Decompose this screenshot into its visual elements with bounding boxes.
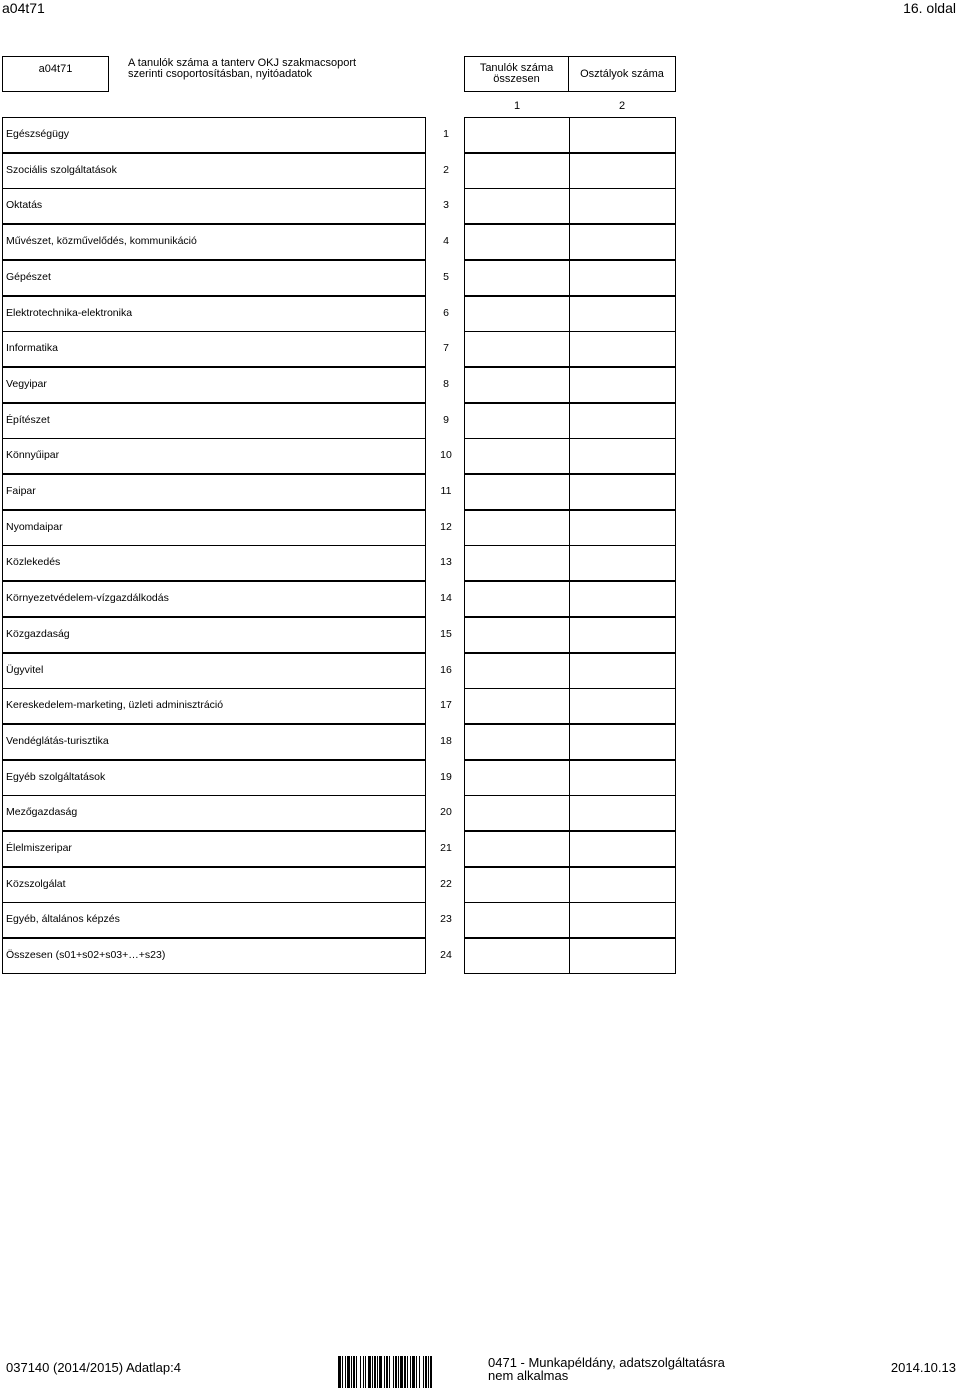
row-label: Gépészet [6,271,51,283]
row-label: Összesen (s01+s02+s03+…+s23) [6,949,166,961]
classes-input-cell[interactable] [569,510,676,546]
students-input-cell[interactable] [464,474,570,510]
row-number: 2 [443,164,449,176]
table-row [2,153,449,189]
students-input-cell[interactable] [464,260,570,296]
row-number: 7 [443,342,449,354]
table-row [2,795,452,831]
row-number: 5 [443,271,449,283]
students-input-cell[interactable] [464,296,570,332]
row-label: Szociális szolgáltatások [6,164,117,176]
row-label: Művészet, közművelődés, kommunikáció [6,235,197,247]
table-row [2,188,449,224]
barcode-image [338,1356,480,1388]
table-row [2,438,452,474]
row-number: 16 [440,664,452,676]
students-input-cell[interactable] [464,653,570,689]
row-number: 11 [440,485,452,497]
table-row [2,331,449,367]
table-row [2,260,449,296]
classes-input-cell[interactable] [569,367,676,403]
row-label: Ügyvitel [6,664,44,676]
row-number: 9 [443,414,449,426]
classes-input-cell[interactable] [569,545,676,581]
row-label: Elektrotechnika-elektronika [6,307,133,319]
row-label: Nyomdaipar [6,521,63,533]
classes-input-cell[interactable] [569,938,676,974]
students-input-cell[interactable] [464,438,570,474]
table-title-line1: A tanulók száma a tanterv OKJ szakmacsoport [128,57,357,69]
footer-note [488,1356,748,1382]
table-row [2,367,449,403]
row-number: 13 [440,556,452,568]
students-input-cell[interactable] [464,831,570,867]
row-label: Egészségügy [6,128,70,140]
row-label: Egyéb szolgáltatások [6,771,106,783]
table-row [2,867,452,903]
row-number: 14 [440,592,452,604]
column-number-1: 1 [513,100,521,112]
row-label: Közgazdaság [6,628,70,640]
row-number: 17 [440,699,452,711]
table-title [128,58,458,80]
row-number: 1 [443,128,449,140]
row-number: 10 [440,449,452,461]
row-number: 6 [443,307,449,319]
row-label: Vegyipar [6,378,47,390]
row-label: Egyéb, általános képzés [6,913,120,925]
row-number: 20 [440,806,452,818]
row-number: 21 [440,842,452,854]
table-id: a04t71 [38,63,73,75]
students-input-cell[interactable] [464,545,570,581]
classes-input-cell[interactable] [569,224,676,260]
row-label: Informatika [6,342,58,354]
row-label: Közszolgálat [6,878,66,890]
students-input-cell[interactable] [464,224,570,260]
table-id-box [2,56,109,92]
footer-note-line2: nem alkalmas [488,1368,569,1383]
classes-input-cell[interactable] [569,795,676,831]
column-header-classes: Osztályok száma [568,56,676,92]
students-input-cell[interactable] [464,117,570,153]
classes-input-cell[interactable] [569,403,676,439]
row-number: 18 [440,735,452,747]
row-label: Építészet [6,414,50,426]
row-label: Oktatás [6,199,43,211]
footer-date: 2014.10.13 [890,1360,956,1375]
classes-input-cell[interactable] [569,188,676,224]
row-label: Közlekedés [6,556,61,568]
row-number: 3 [443,199,449,211]
table-row [2,653,452,689]
table-row [2,581,452,617]
classes-input-cell[interactable] [569,867,676,903]
row-label: Faipar [6,485,36,497]
column-number-2: 2 [618,100,626,112]
classes-input-cell[interactable] [569,617,676,653]
students-input-cell[interactable] [464,367,570,403]
classes-input-cell[interactable] [569,117,676,153]
table-row [2,510,452,546]
table-row [2,296,449,332]
row-label: Élelmiszeripar [6,842,72,854]
classes-input-cell[interactable] [569,724,676,760]
table-row [2,724,452,760]
table-row [2,545,452,581]
column-header-students [464,56,569,92]
students-input-cell[interactable] [464,403,570,439]
classes-input-cell[interactable] [569,688,676,724]
students-input-cell[interactable] [464,188,570,224]
table-row [2,938,452,974]
row-number: 24 [440,949,452,961]
students-input-cell[interactable] [464,510,570,546]
classes-input-cell[interactable] [569,331,676,367]
classes-input-cell[interactable] [569,760,676,796]
classes-input-cell[interactable] [569,296,676,332]
row-label: Kereskedelem-marketing, üzleti adminisztráció [6,699,224,711]
table-row [2,688,452,724]
classes-input-cell[interactable] [569,831,676,867]
table-row [2,831,452,867]
table-row [2,617,452,653]
classes-input-cell[interactable] [569,902,676,938]
row-number: 15 [440,628,452,640]
row-number: 8 [443,378,449,390]
row-number: 22 [440,878,452,890]
row-number: 12 [440,521,452,533]
table-row [2,224,449,260]
classes-input-cell[interactable] [569,653,676,689]
footer-note-line1: 0471 - Munkapéldány, adatszolgáltatásra [488,1355,725,1370]
classes-input-cell[interactable] [569,260,676,296]
students-input-cell[interactable] [464,867,570,903]
classes-input-cell[interactable] [569,438,676,474]
row-number: 4 [443,235,449,247]
row-label: Környezetvédelem-vízgazdálkodás [6,592,169,604]
footer-code: 037140 (2014/2015) Adatlap:4 [6,1360,181,1375]
classes-input-cell[interactable] [569,581,676,617]
page-number: 16. oldal [903,0,956,16]
students-input-cell[interactable] [464,617,570,653]
page-code: a04t71 [2,0,45,16]
classes-input-cell[interactable] [569,153,676,189]
row-label: Vendéglátás-turisztika [6,735,109,747]
table-row [2,760,452,796]
students-input-cell[interactable] [464,724,570,760]
students-input-cell[interactable] [464,760,570,796]
row-label: Mezőgazdaság [6,806,78,818]
column-header-students-line2: összesen [493,73,540,85]
row-number: 23 [440,913,452,925]
students-input-cell[interactable] [464,331,570,367]
table-row [2,117,449,153]
students-input-cell[interactable] [464,581,570,617]
table-row [2,902,452,938]
students-input-cell[interactable] [464,688,570,724]
classes-input-cell[interactable] [569,474,676,510]
table-row [2,403,449,439]
students-input-cell[interactable] [464,795,570,831]
table-row [2,474,452,510]
row-number: 19 [440,771,452,783]
column-header-students-line1: Tanulók száma [479,62,554,74]
table-title-line2: szerinti csoportosításban, nyitóadatok [128,68,313,80]
row-label: Könnyűipar [6,449,60,461]
students-input-cell[interactable] [464,938,570,974]
students-input-cell[interactable] [464,153,570,189]
students-input-cell[interactable] [464,902,570,938]
